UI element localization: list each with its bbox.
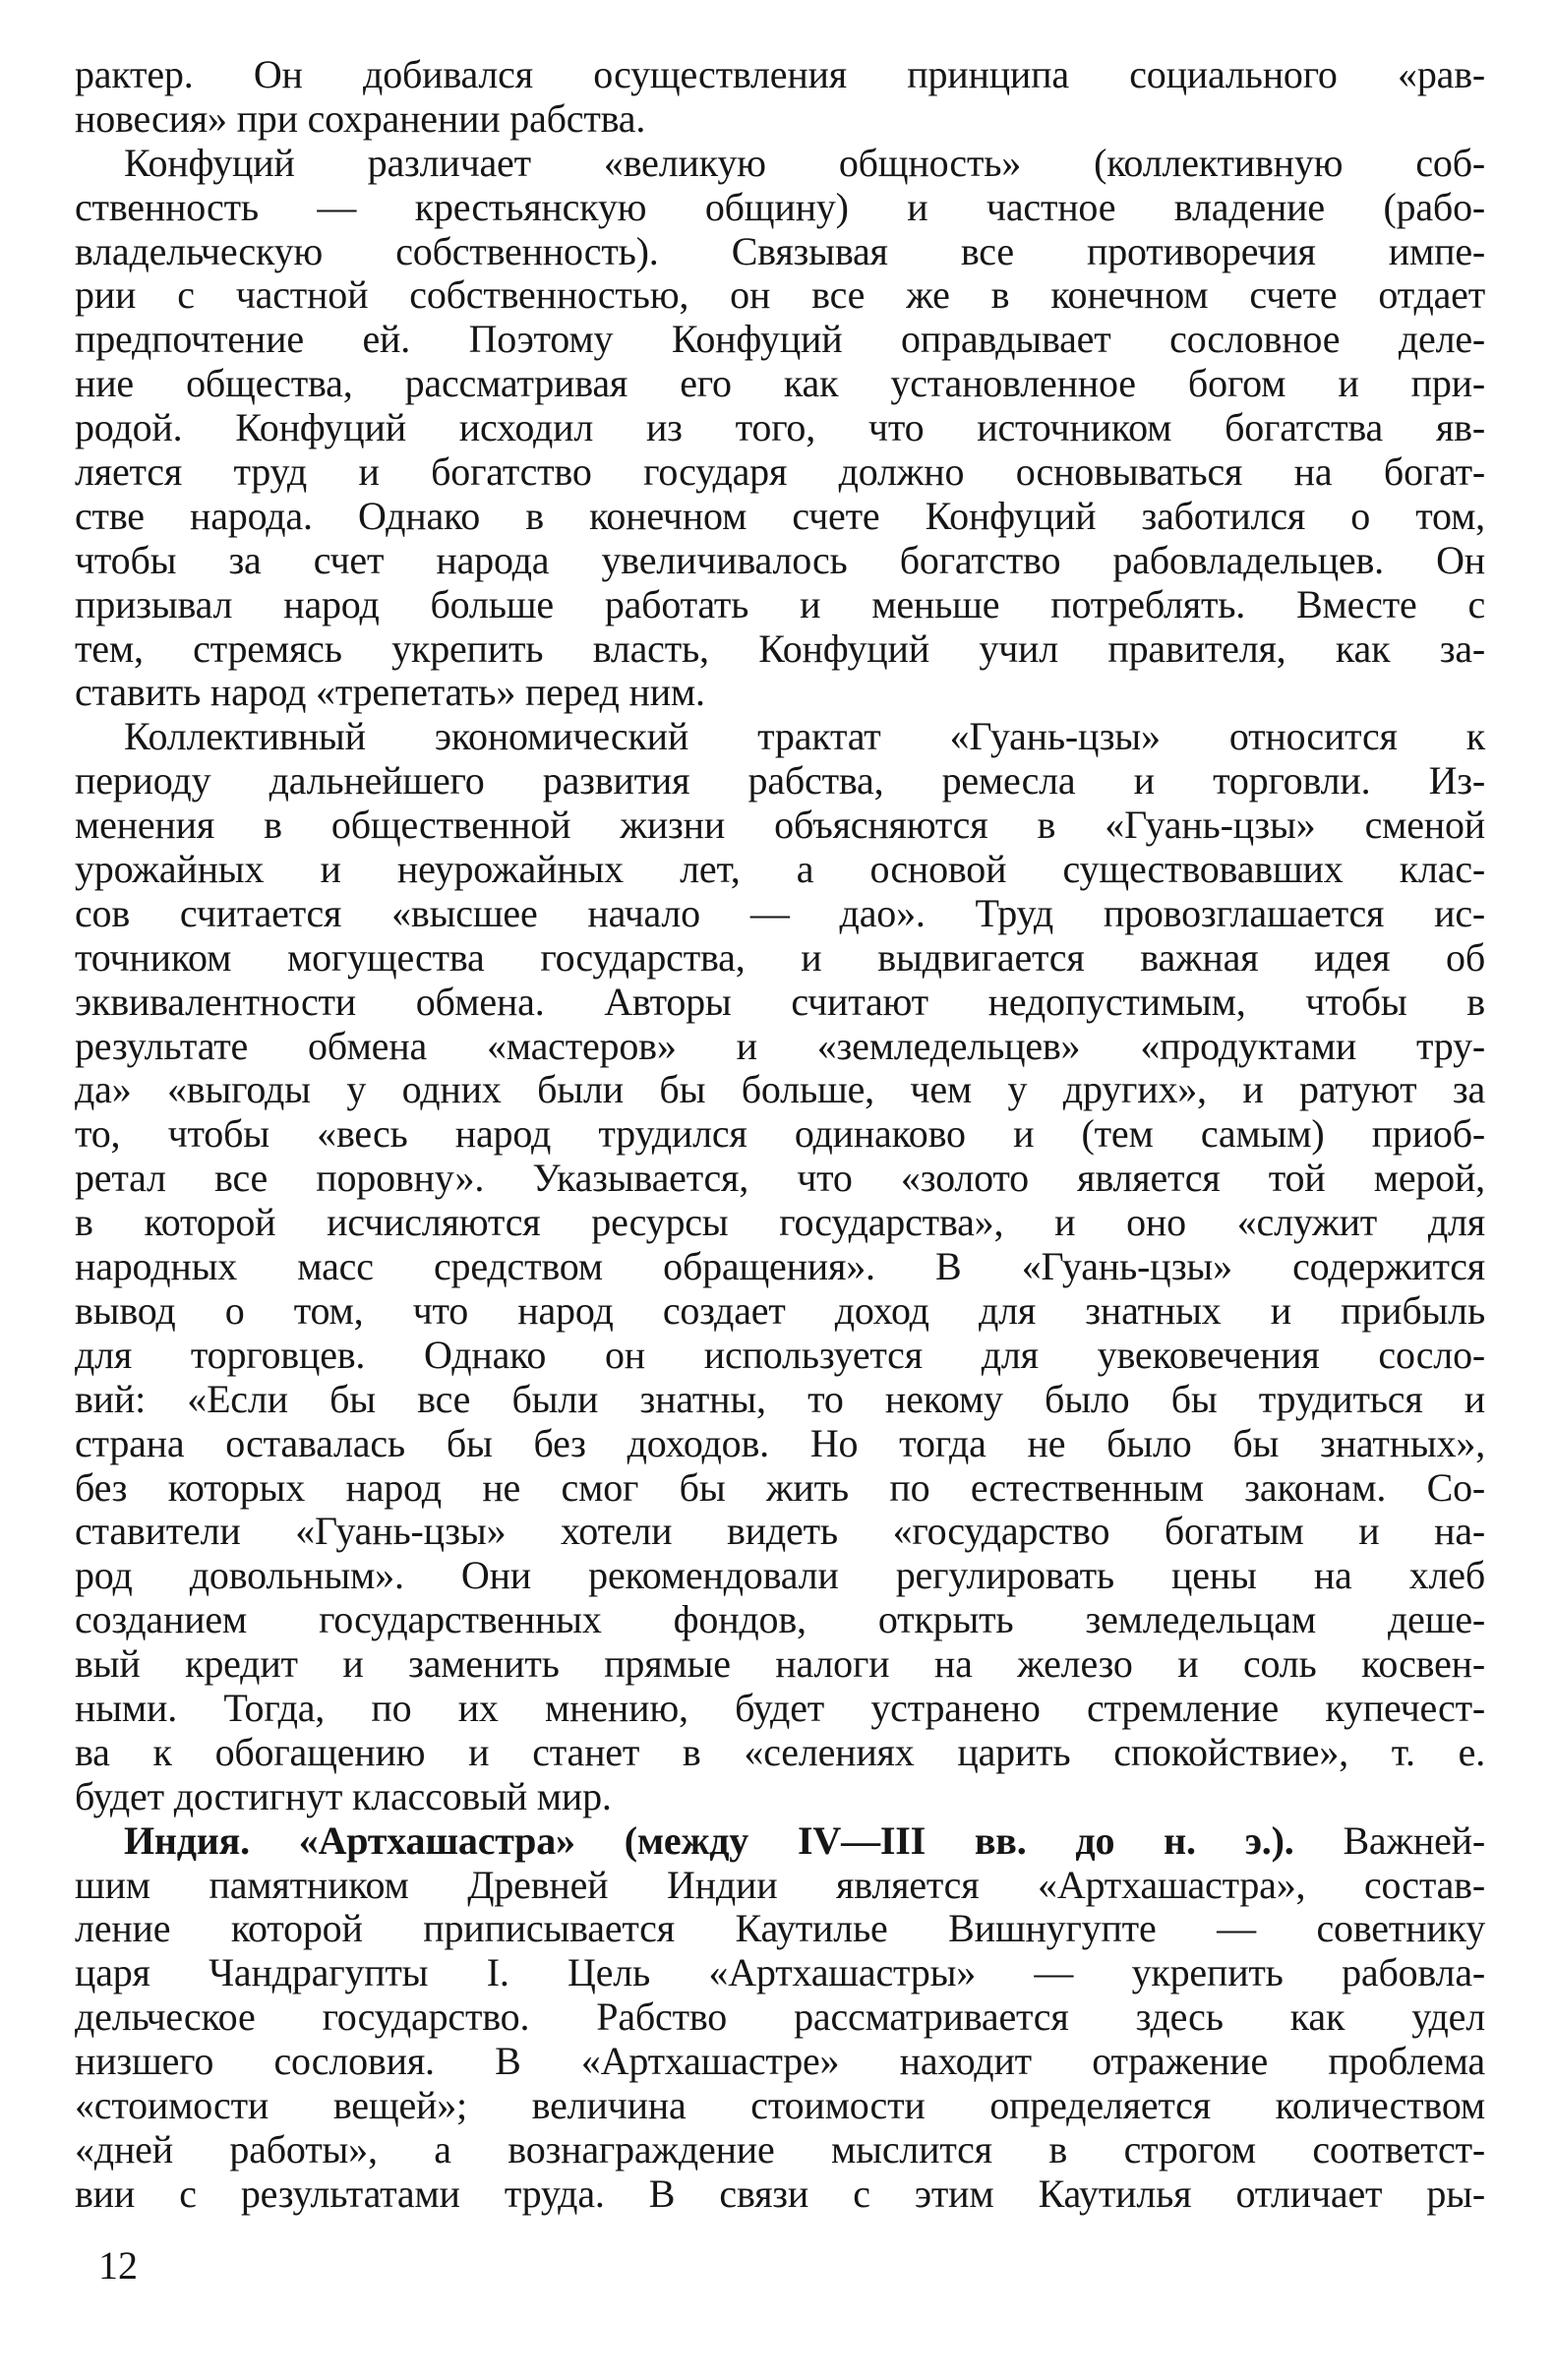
text-line: ставить народ «трепетать» перед ним. [75, 670, 705, 715]
text-line: ретал все поровну». Указывается, что «золото является той мерой, [75, 1156, 1485, 1201]
text-line: ва к обогащению и станет в «селениях царить спокойствие», т. е. [75, 1729, 1485, 1774]
text-line: чтобы за счет народа увеличивалось богатство рабовладельцев. Он [75, 537, 1485, 582]
text-line: ляется труд и богатство государя должно основываться на богат- [75, 449, 1485, 495]
text-block [75, 53, 1485, 2217]
text-line: владельческую собственность). Связывая все противоречия импе- [75, 228, 1485, 273]
text-line: род довольным». Они рекомендовали регулировать цены на хлеб [75, 1553, 1485, 1598]
text-line: эквивалентности обмена. Авторы считают недопустимым, чтобы в [75, 979, 1485, 1024]
text-line: рактер. Он добивался осуществления принципа социального «рав- [75, 52, 1485, 96]
page-number: 12 [98, 2242, 138, 2288]
text-line: «дней работы», а вознаграждение мыслится в строгом соответст- [75, 2126, 1485, 2172]
text-line: ственность — крестьянскую общину) и частное владение (рабо- [75, 184, 1485, 229]
text-line: ставители «Гуань-цзы» хотели видеть «государство богатым и на- [75, 1509, 1485, 1554]
text-line: да» «выгоды у одних были бы больше, чем у других», и ратуют за [75, 1067, 1485, 1112]
text-line: в которой исчисляются ресурсы государства», и оно «служит для [75, 1200, 1485, 1245]
text-line: ление которой приписывается Каутилье Вишнугупте — советнику [75, 1906, 1485, 1951]
text-line: тем, стремясь укрепить власть, Конфуций учил правителя, как за- [75, 625, 1485, 671]
text-line: народных масс средством обращения». В «Гуань-цзы» содержится [75, 1244, 1485, 1289]
text-line: урожайных и неурожайных лет, а основой существовавших клас- [75, 847, 1485, 892]
text-line: ние общества, рассматривая его как установленное богом и при- [75, 361, 1485, 406]
text-line: царя Чандрагупты I. Цель «Артхашастры» — укрепить рабовла- [75, 1950, 1485, 1995]
text-line: вии с результатами труда. В связи с этим Каутилья отличает ры- [75, 2171, 1485, 2216]
text-line: ными. Тогда, по их мнению, будет устранено стремление купечест- [75, 1685, 1485, 1730]
text-line: страна оставалась бы без доходов. Но тогда не было бы знатных», [75, 1420, 1485, 1465]
text-line: то, чтобы «весь народ трудился одинаково и (тем самым) приоб- [75, 1111, 1485, 1157]
text-line: низшего сословия. В «Артхашастре» находит отражение проблема [75, 2039, 1485, 2084]
text-line: вый кредит и заменить прямые налоги на железо и соль косвен- [75, 1641, 1485, 1687]
text-line: новесия» при сохранении рабства. [75, 95, 646, 141]
text-line: менения в общественной жизни объясняются в «Гуань-цзы» сменой [75, 803, 1485, 848]
text-line: периоду дальнейшего развития рабства, ремесла и торговли. Из- [75, 758, 1485, 803]
text-line: Индия. «Артхашастра» (между IV—III вв. до н. э.). Важней- [124, 1817, 1486, 1863]
text-line: Конфуций различает «великую общность» (коллективную соб- [124, 140, 1485, 185]
text-line: результате обмена «мастеров» и «земледельцев» «продуктами тру- [75, 1023, 1485, 1068]
text-line: вий: «Если бы все были знатны, то некому было бы трудиться и [75, 1376, 1485, 1421]
paragraph-lead-bold: Индия. «Артхашастра» (между IV—III вв. до н. э.). [124, 1817, 1294, 1863]
text-line: рии с частной собственностью, он все же в конечном счете отдает [75, 272, 1485, 318]
text-line: сов считается «высшее начало — дао». Труд провозглашается ис- [75, 890, 1485, 935]
text-line: родой. Конфуций исходил из того, что источником богатства яв- [75, 405, 1485, 450]
text-line: дельческое государство. Рабство рассматривается здесь как удел [75, 1994, 1485, 2040]
text-line: точником могущества государства, и выдвигается важная идея об [75, 934, 1485, 980]
text-line: Коллективный экономический трактат «Гуань-цзы» относится к [124, 714, 1485, 759]
text-line: будет достигнут классовый мир. [75, 1773, 612, 1818]
text-line: без которых народ не смог бы жить по естественным законам. Со- [75, 1464, 1485, 1510]
text-line: вывод о том, что народ создает доход для знатных и прибыль [75, 1287, 1485, 1333]
text-line: созданием государственных фондов, открыть земледельцам деше- [75, 1597, 1485, 1642]
text-line: предпочтение ей. Поэтому Конфуций оправдывает сословное деле- [75, 317, 1485, 362]
text-line: шим памятником Древней Индии является «Артхашастра», состав- [75, 1862, 1485, 1907]
text-line: «стоимости вещей»; величина стоимости определяется количеством [75, 2082, 1485, 2127]
text-line: для торговцев. Однако он используется для увековечения сосло- [75, 1332, 1485, 1377]
text-line: призывал народ больше работать и меньше потреблять. Вместе с [75, 581, 1485, 626]
text-line: стве народа. Однако в конечном счете Конфуций заботился о том, [75, 493, 1485, 538]
